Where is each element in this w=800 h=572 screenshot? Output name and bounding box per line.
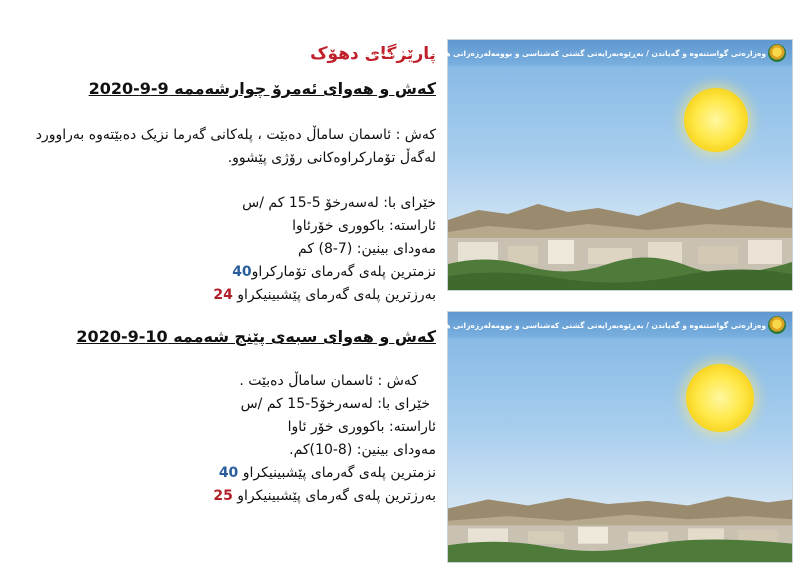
max-temperature <box>96 284 436 307</box>
ministry-emblem-icon <box>768 316 786 334</box>
condition-line: کەش : ئاسمان ساماڵ دەبێت . <box>239 373 418 389</box>
max-temperature <box>96 485 436 508</box>
province-title: پارێزگای دهۆک <box>310 44 436 64</box>
sun-icon <box>684 88 748 152</box>
banner-text: وەزارەتی گواستنەوە و گەیاندن / بەڕێوەبەرایەتی گشتی کەشناسی و بوومەلەرزەزانی هەرێم - بەشی پێشبینی <box>364 320 766 330</box>
photo-banner <box>364 312 792 338</box>
min-temperature-label: نزمترین پلەی گەرمای پێشبینیکراو <box>242 465 436 481</box>
visibility: مەودای بینین: (7-8) کم <box>298 241 436 257</box>
min-temperature-value: 40 <box>232 264 252 280</box>
visibility: مەودای بینین: (8-10)کم. <box>289 442 436 458</box>
forecast-today <box>35 78 436 307</box>
wind-direction: ئاراستە: باکووری خۆر ئاوا <box>287 419 436 435</box>
max-temperature-value: 24 <box>213 287 233 303</box>
max-temperature-value: 25 <box>213 488 233 504</box>
city-landscape <box>448 180 792 290</box>
condition-line-1: کەش : ئاسمان ساماڵ دەبێت ، پلەکانی گەرما نزیک دەبێتەوە بەراوورد <box>35 127 436 143</box>
min-temperature <box>96 261 436 284</box>
max-temperature-label: بەرزترین پلەی گەرمای پێشبینیکراو <box>237 488 436 504</box>
weather-photo-tomorrow <box>364 312 792 562</box>
wind-direction: ئاراستە: باکووری خۆرئاوا <box>292 218 436 234</box>
condition-line-2: لەگەڵ تۆمارکراوەکانی رۆژی پێشوو. <box>227 150 436 166</box>
forecast-tomorrow <box>76 326 436 508</box>
min-temperature-label: نزمترین پلەی گەرمای تۆمارکراو <box>251 264 436 280</box>
ministry-emblem-icon <box>768 44 786 62</box>
max-temperature-label: بەرزترین پلەی گەرمای پێشبینیکراو <box>237 287 436 303</box>
min-temperature <box>96 462 436 485</box>
forecast-today-title: کەش و هەوای ئەمرۆ چوارشەممە 9-9-2020 <box>88 79 436 98</box>
banner-text: وەزارەتی گواستنەوە و گەیاندن / بەڕێوەبەرایەتی گشتی کەشناسی و بوومەلەرزەزانی هەرێم - بەشی پێشبینی <box>364 48 766 58</box>
forecast-tomorrow-title: کەش و هەوای سبەی پێنج شەممە 10-9-2020 <box>76 327 436 346</box>
wind-speed: خێرای با: لەسەرخۆ5-15 کم /س <box>240 396 430 412</box>
sun-icon <box>686 364 754 432</box>
city-landscape <box>448 478 792 562</box>
wind-speed: خێرای با: لەسەرخۆ 5-15 کم /س <box>242 195 436 211</box>
min-temperature-value: 40 <box>218 465 239 481</box>
